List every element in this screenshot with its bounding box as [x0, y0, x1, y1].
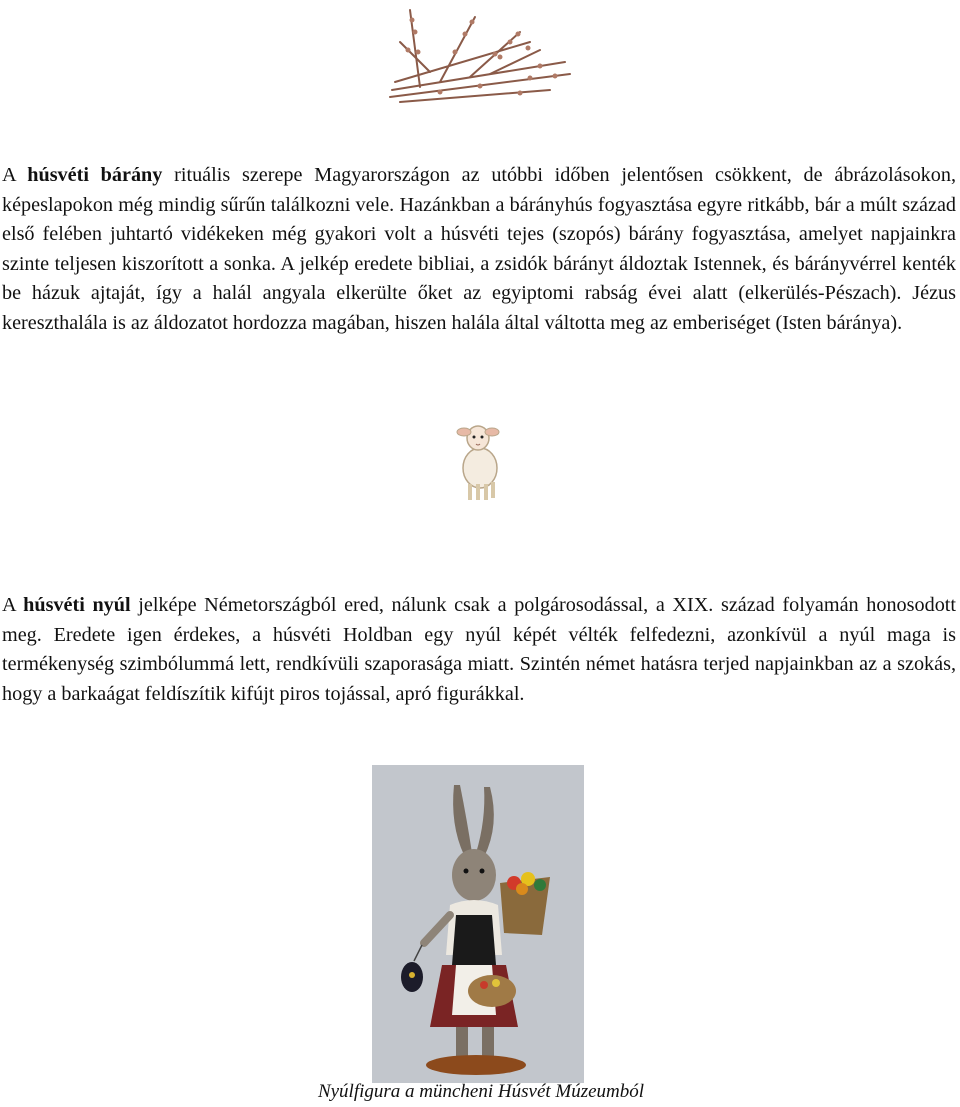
rabbit-term: húsvéti nyúl: [23, 594, 131, 616]
rabbit-text: jelképe Németországból ered, nálunk csak a polgárosodással, a XIX. század folyamán honosodott meg. Eredete igen érdekes, a húsvéti Holdban egy nyúl képét vélték felfedezni, azonkívül a nyúl maga is termékenység szimbólummá lett, rendkívüli szaporasága miatt. Szintén német hatásra terjed napjainkban az a szokás, hogy a barkaágat feldíszítik kifújt piros tojással, apró figurákkal.: [2, 594, 957, 705]
easter-rabbit-figure-photo: [372, 765, 584, 1083]
lamb-lead: A: [2, 164, 28, 186]
rabbit-lead: A: [2, 594, 24, 616]
lamb-text: rituális szerepe Magyarországon az utóbbi időben jelentősen csökkent, de ábrázolásokon, képeslapokon még mindig sűrűn találkozni vele. Hazánkban a bárányhús fogyasztása egyre ritkább, bár a múlt század első felében juhtartó vidékeken még gyakori volt a húsvéti tejes (szopós) bárány fogyasztása, amelyet napjainkra szinte teljesen kiszorított a sonka. A jelkép eredete bibliai, a zsidók bárányt áldoztak Istennek, és bárányvérrel kenték be házuk ajtaját, így a halál angyala elkerülte őket az egyiptomi rabság évei alatt (elkerülés-Pészach). Jézus kereszthalála is az áldozatot hordozza magában, hiszen halála által váltotta meg az emberiséget (Isten báránya).: [2, 164, 956, 334]
pussy-willow-branch-icon: [380, 2, 580, 110]
lamb-paragraph: [2, 161, 956, 338]
photo-caption: Nyúlfigura a müncheni Húsvét Múzeumból: [317, 1081, 645, 1102]
lamb-term: húsvéti bárány: [27, 164, 163, 186]
lamb-icon: [448, 420, 510, 504]
rabbit-paragraph: [2, 591, 956, 709]
